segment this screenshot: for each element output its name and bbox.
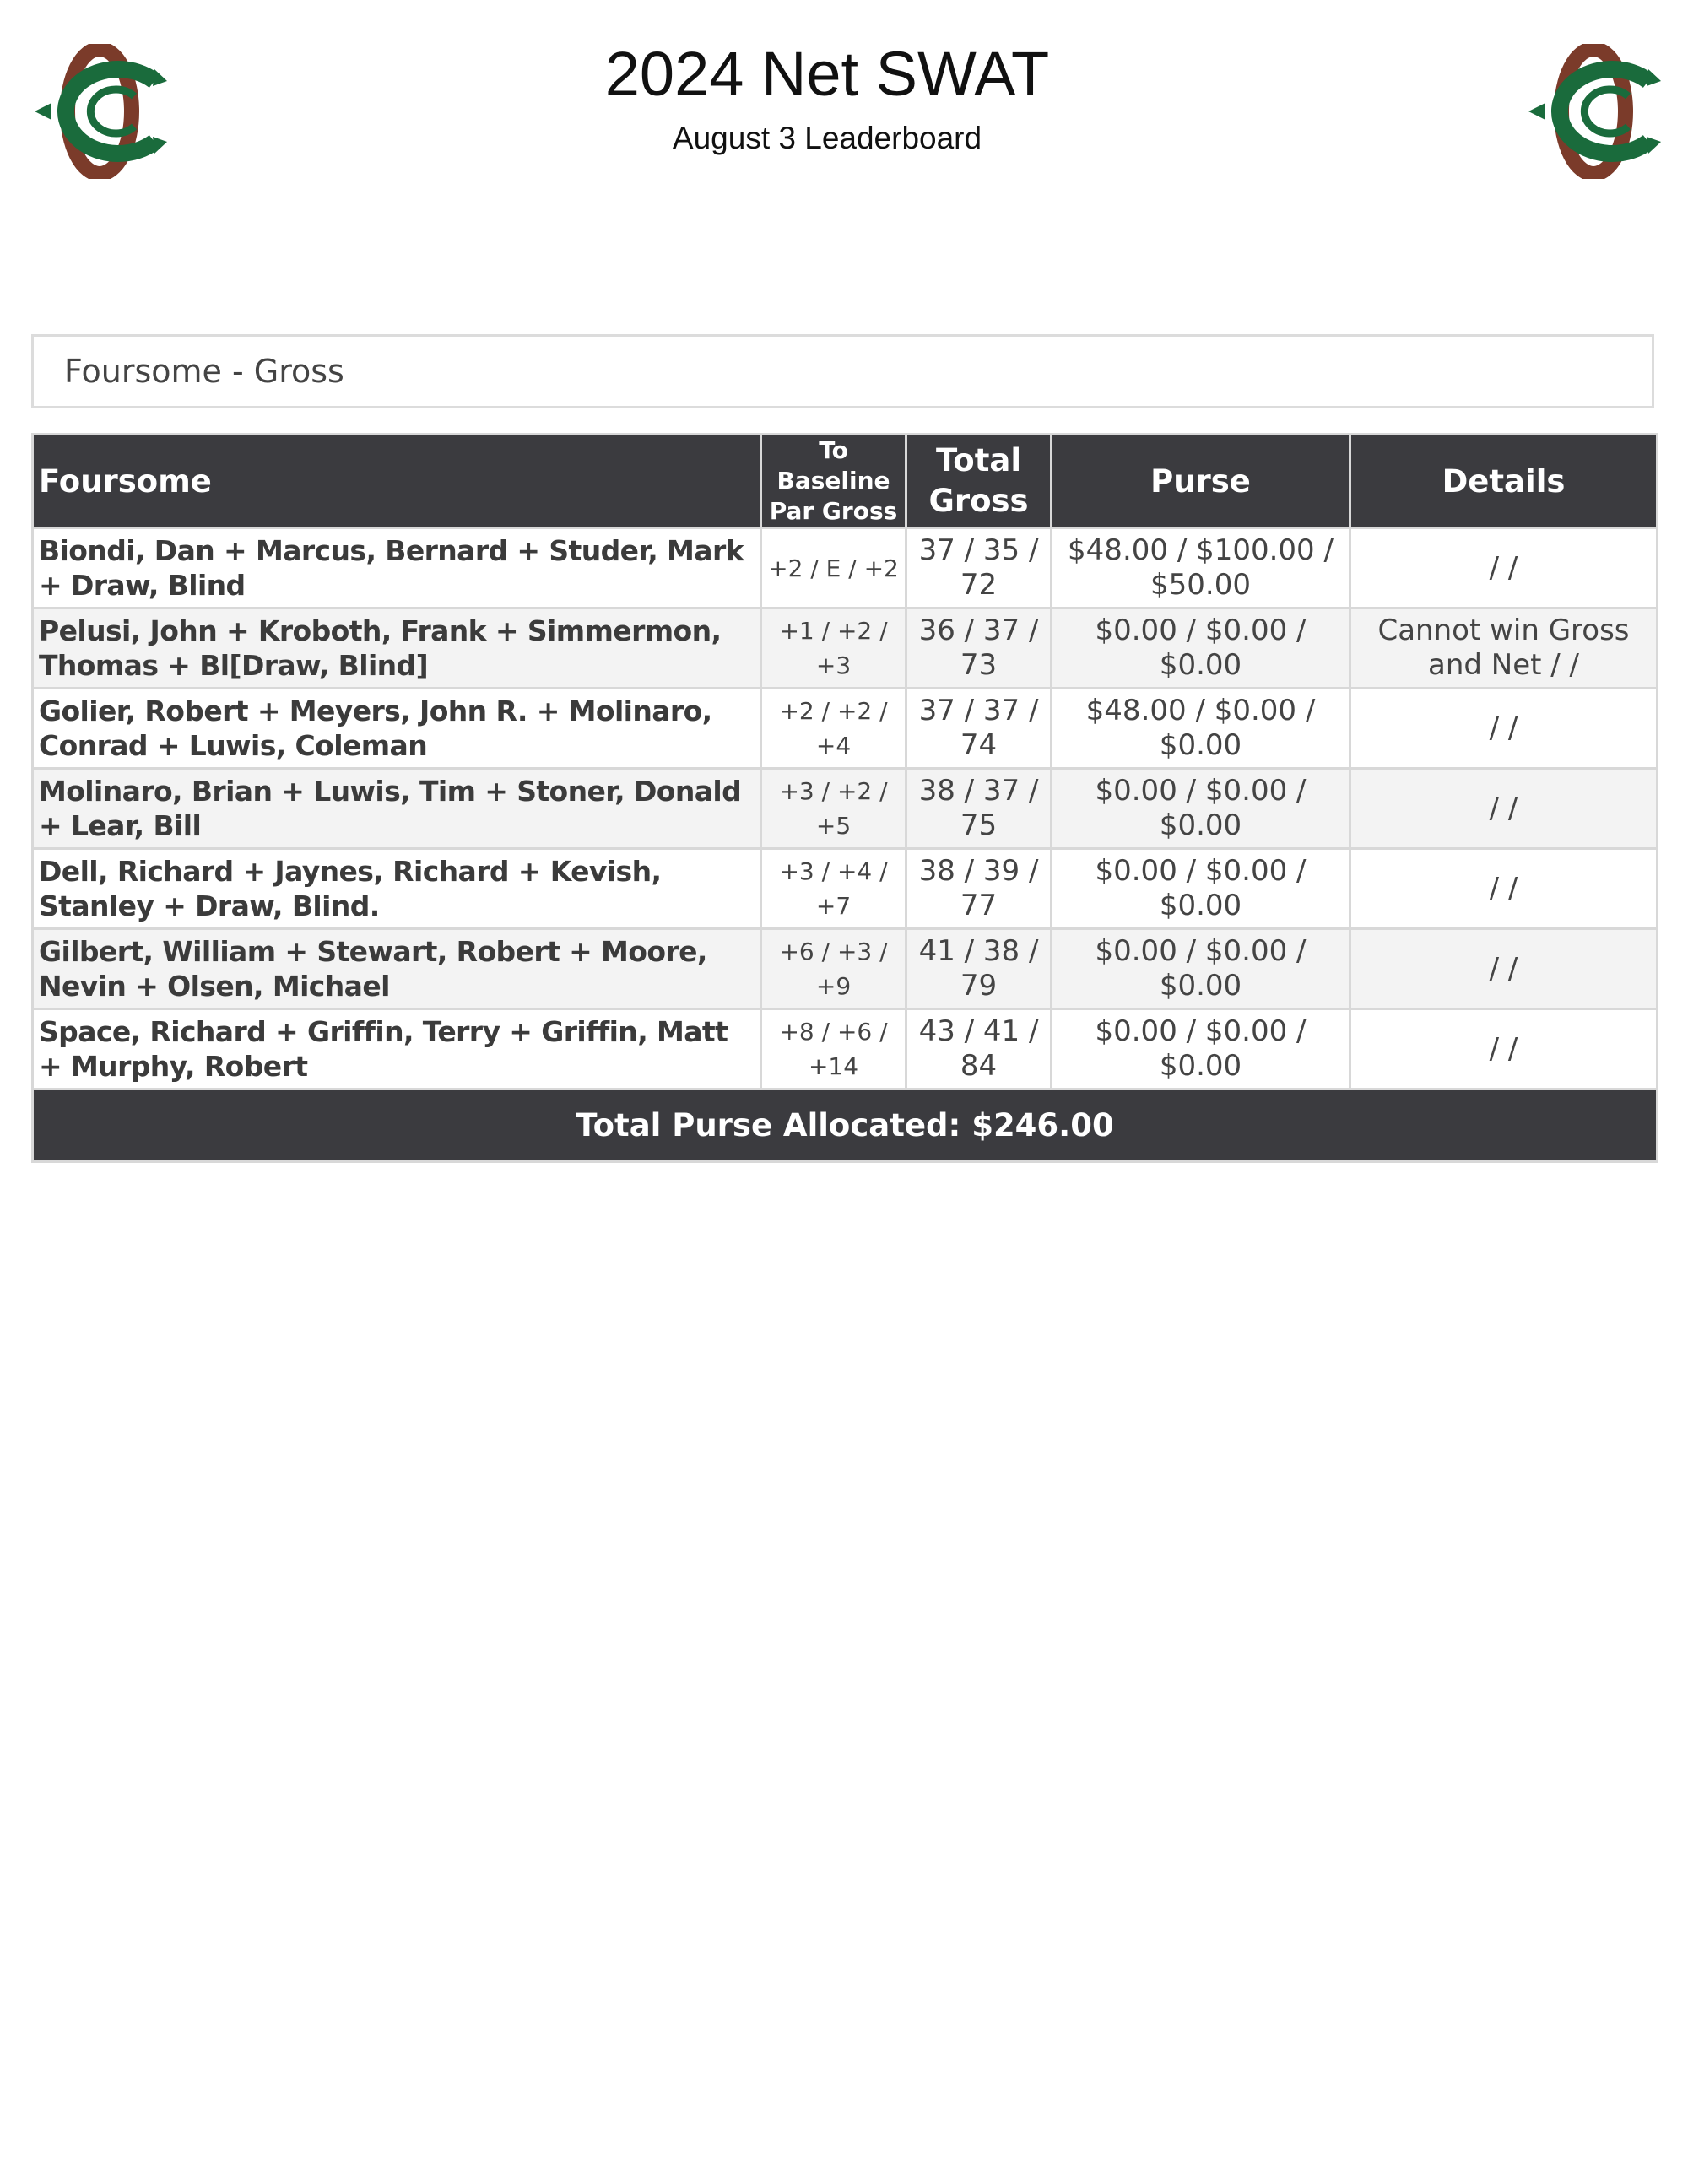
total-gross-cell: 38 / 39 / 77 xyxy=(906,849,1052,929)
club-monogram-logo-icon xyxy=(1522,44,1665,179)
column-header-details[interactable]: Details xyxy=(1350,435,1658,528)
purse-cell: $0.00 / $0.00 / $0.00 xyxy=(1052,769,1350,849)
details-cell: / / xyxy=(1350,929,1658,1009)
total-gross-cell: 36 / 37 / 73 xyxy=(906,608,1052,689)
purse-cell: $0.00 / $0.00 / $0.00 xyxy=(1052,608,1350,689)
table-row xyxy=(33,1009,1658,1089)
table-row xyxy=(33,849,1658,929)
column-header-total-line1: Total xyxy=(935,442,1022,478)
column-header-purse[interactable]: Purse xyxy=(1052,435,1350,528)
baseline-cell: +3 / +2 / +5 xyxy=(761,769,906,849)
purse-cell: $0.00 / $0.00 / $0.00 xyxy=(1052,1009,1350,1089)
total-gross-cell: 37 / 35 / 72 xyxy=(906,528,1052,608)
foursome-cell: Gilbert, William + Stewart, Robert + Moore, Nevin + Olsen, Michael xyxy=(33,929,761,1009)
page-subtitle: August 3 Leaderboard xyxy=(672,121,982,155)
baseline-cell: +2 / E / +2 xyxy=(761,528,906,608)
purse-cell: $0.00 / $0.00 / $0.00 xyxy=(1052,849,1350,929)
baseline-cell: +6 / +3 / +9 xyxy=(761,929,906,1009)
foursome-cell: Dell, Richard + Jaynes, Richard + Kevish, Stanley + Draw, Blind. xyxy=(33,849,761,929)
column-header-baseline-line1: To Baseline xyxy=(776,436,890,495)
table-header-row xyxy=(33,435,1658,528)
foursome-cell: Space, Richard + Griffin, Terry + Griffin, Matt + Murphy, Robert xyxy=(33,1009,761,1089)
table-row xyxy=(33,528,1658,608)
foursome-cell: Biondi, Dan + Marcus, Bernard + Studer, Mark + Draw, Blind xyxy=(33,528,761,608)
column-header-total-line2: Gross xyxy=(928,483,1029,519)
page-header xyxy=(0,0,1688,203)
purse-cell: $0.00 / $0.00 / $0.00 xyxy=(1052,929,1350,1009)
table-row xyxy=(33,608,1658,689)
foursome-cell: Golier, Robert + Meyers, John R. + Molinaro, Conrad + Luwis, Coleman xyxy=(33,689,761,769)
column-header-baseline-line2: Par Gross xyxy=(769,497,898,525)
purse-cell: $48.00 / $100.00 / $50.00 xyxy=(1052,528,1350,608)
baseline-cell: +8 / +6 / +14 xyxy=(761,1009,906,1089)
column-header-total-gross[interactable] xyxy=(906,435,1052,528)
total-purse-allocated: Total Purse Allocated: $246.00 xyxy=(33,1089,1658,1162)
section-title: Foursome - Gross xyxy=(31,334,1654,408)
baseline-cell: +1 / +2 / +3 xyxy=(761,608,906,689)
purse-cell: $48.00 / $0.00 / $0.00 xyxy=(1052,689,1350,769)
column-header-foursome[interactable]: Foursome xyxy=(33,435,761,528)
details-cell: / / xyxy=(1350,769,1658,849)
table-row xyxy=(33,769,1658,849)
details-cell: / / xyxy=(1350,849,1658,929)
details-cell: / / xyxy=(1350,528,1658,608)
total-gross-cell: 43 / 41 / 84 xyxy=(906,1009,1052,1089)
details-cell: Cannot win Gross and Net / / xyxy=(1350,608,1658,689)
foursome-cell: Pelusi, John + Kroboth, Frank + Simmermon, Thomas + Bl[Draw, Blind] xyxy=(33,608,761,689)
total-gross-cell: 38 / 37 / 75 xyxy=(906,769,1052,849)
total-gross-cell: 37 / 37 / 74 xyxy=(906,689,1052,769)
baseline-cell: +3 / +4 / +7 xyxy=(761,849,906,929)
table-row xyxy=(33,929,1658,1009)
baseline-cell: +2 / +2 / +4 xyxy=(761,689,906,769)
foursome-cell: Molinaro, Brian + Luwis, Tim + Stoner, Donald + Lear, Bill xyxy=(33,769,761,849)
total-gross-cell: 41 / 38 / 79 xyxy=(906,929,1052,1009)
details-cell: / / xyxy=(1350,1009,1658,1089)
column-header-baseline[interactable] xyxy=(761,435,906,528)
leaderboard-table xyxy=(31,433,1658,1163)
table-row xyxy=(33,689,1658,769)
details-cell: / / xyxy=(1350,689,1658,769)
table-footer-row xyxy=(33,1089,1658,1162)
page-title: 2024 Net SWAT xyxy=(604,39,1050,109)
